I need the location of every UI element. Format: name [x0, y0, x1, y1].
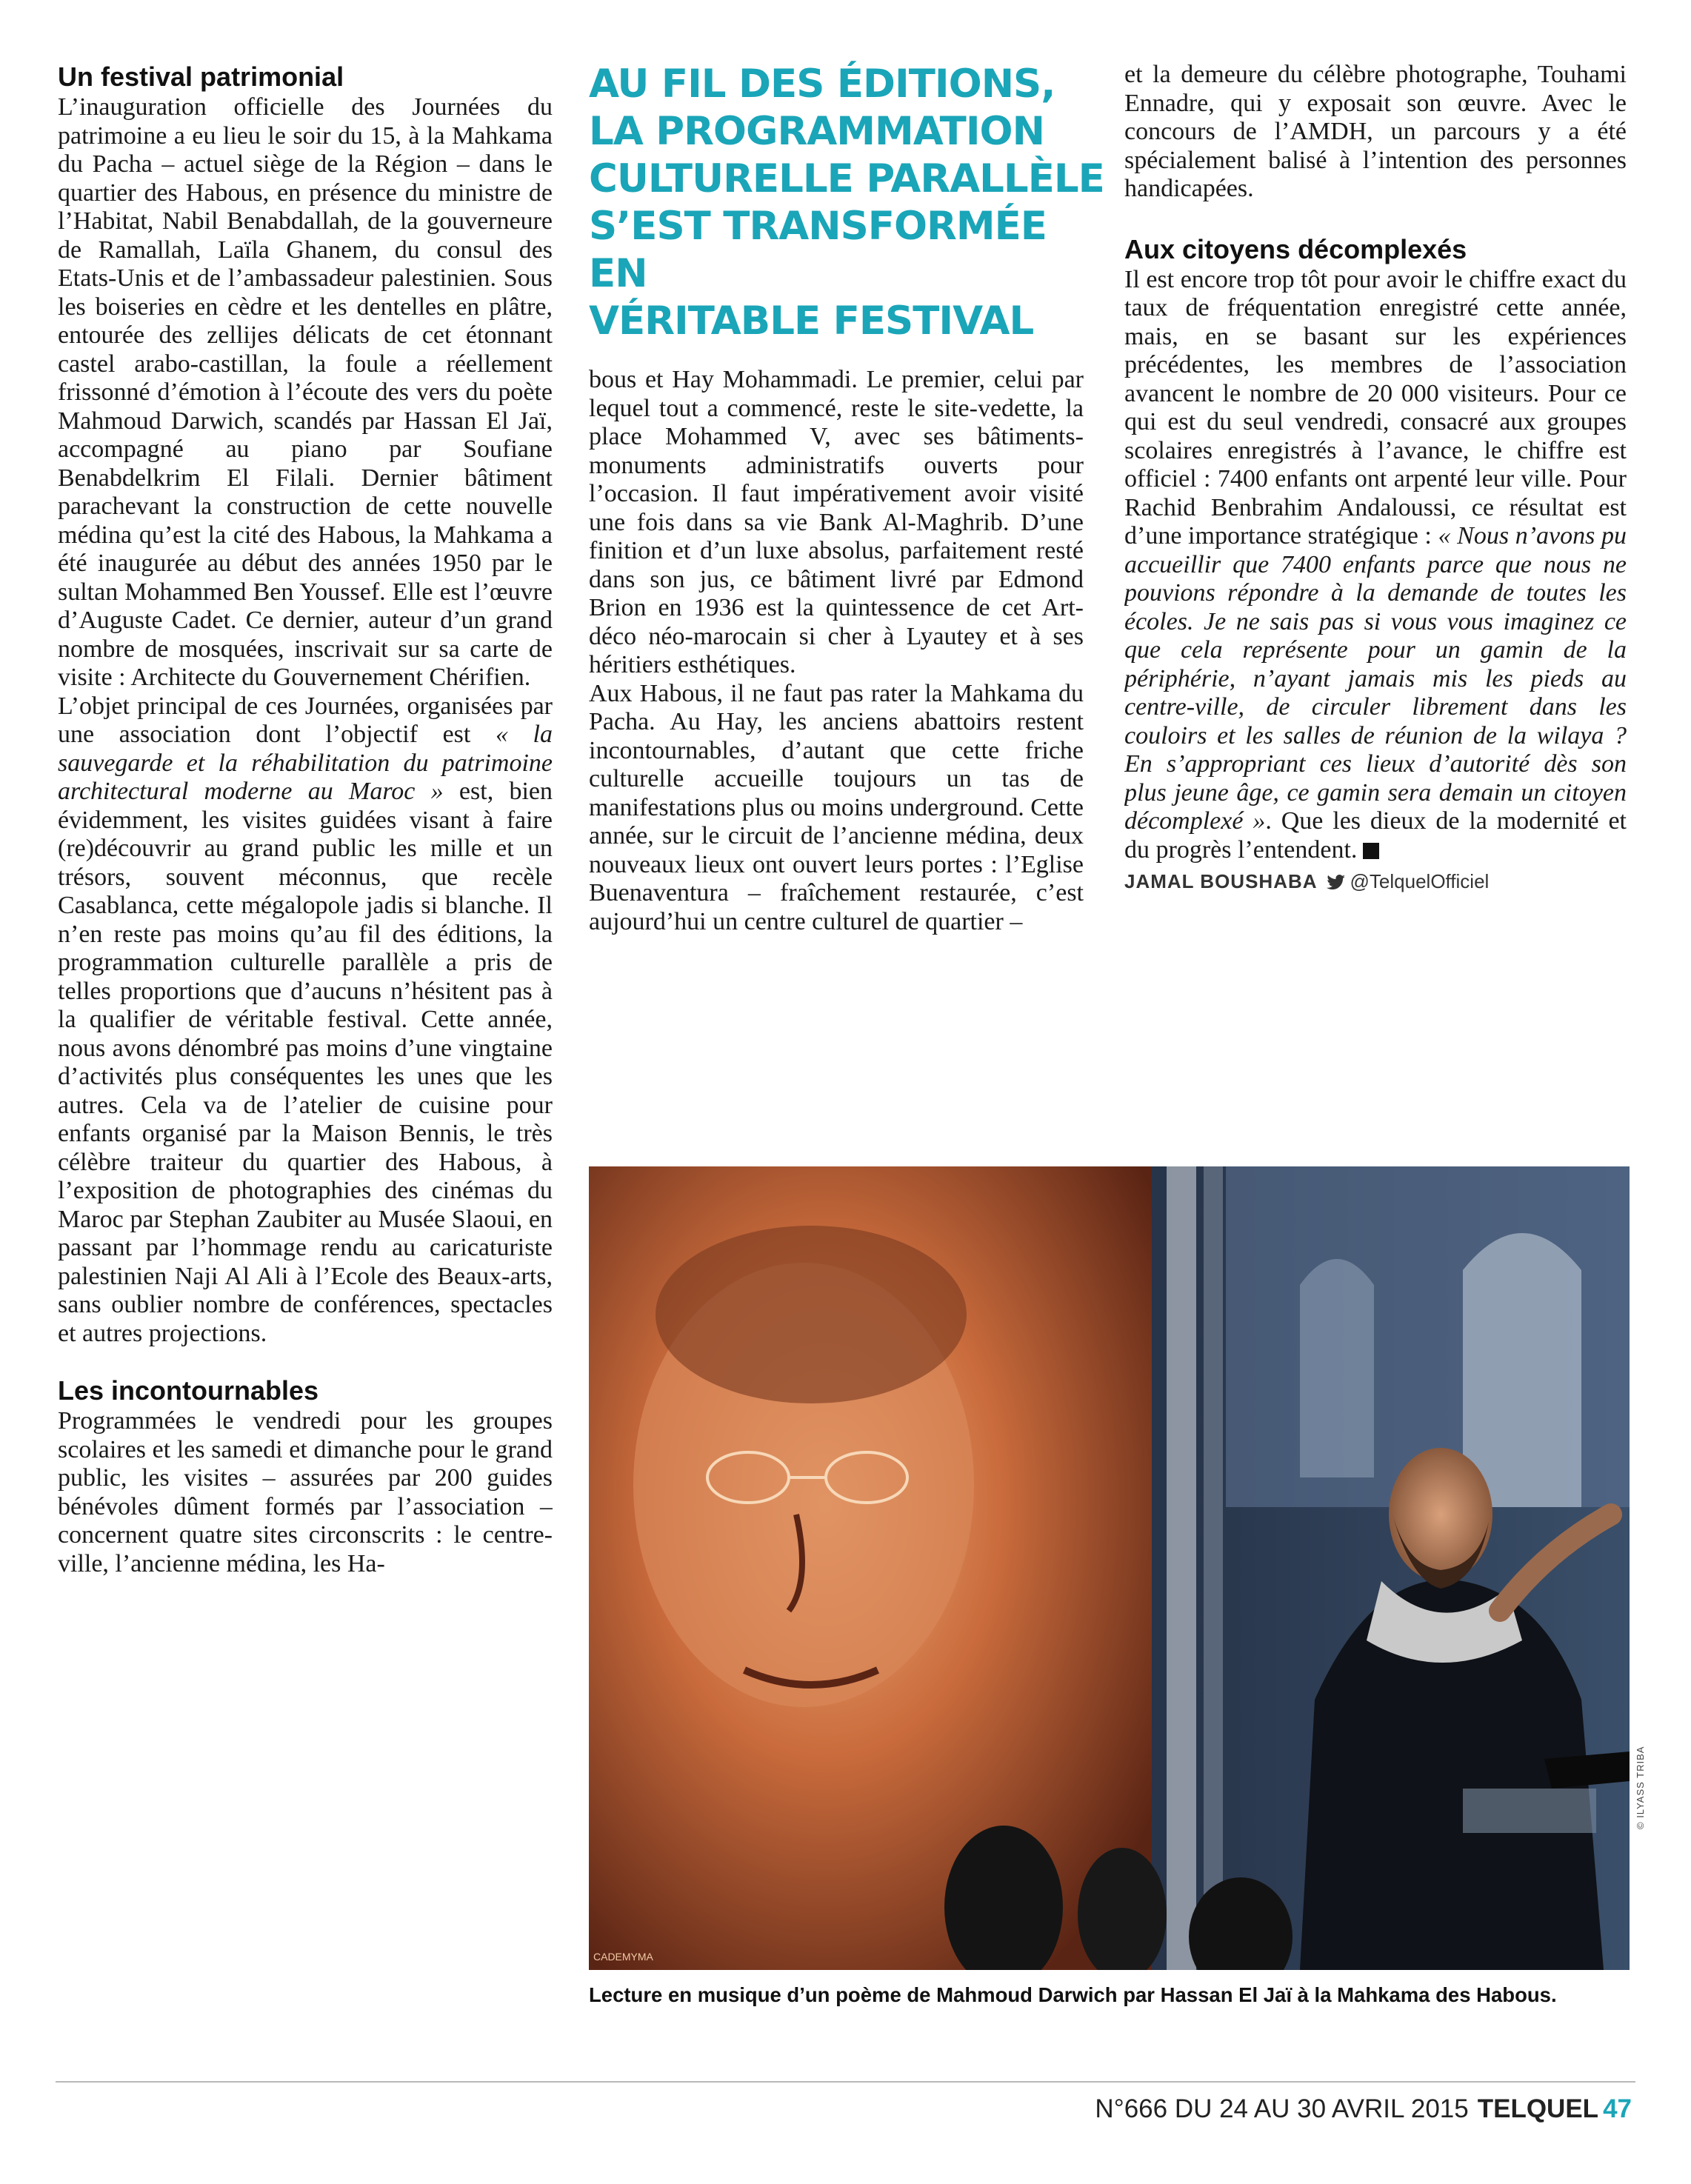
column-3	[1124, 61, 1627, 1157]
paragraph: bous et Hay Mohammadi. Le premier, celui par lequel tout a commencé, reste le site-vedette, la place Mohammed V, avec ses bâtiments-monuments administratifs ouverts pour l’occasion. Il faut impérativement avoir visité une fois dans sa vie Bank Al-Maghrib. D’une finition et d’un luxe absolus, parfaitement resté dans son jus, ce bâtiment livré par Edmond Brion en 1936 est la quintessence de cet Art-déco néo-marocain si cher à Lyautey et à ses héritiers esthétiques.	[589, 366, 1084, 678]
quote: « la sauvegarde et la réhabilitation du patrimoine architectural moderne au Maroc »	[58, 721, 553, 805]
heading-incontournables: Les incontournables	[58, 1375, 319, 1406]
article-photo	[589, 1166, 1630, 1970]
column-2	[589, 366, 1084, 1151]
issue-info: N°666 DU 24 AU 30 AVRIL 2015	[1095, 2094, 1469, 2123]
paragraph: Il est encore trop tôt pour avoir le chiffre exact du taux de fréquentation enregistré cette année, mais, en se basant sur les expériences précédentes, les membres de l’association avancent le nombre de 20 000 visiteurs. Pour ce qui est du seul vendredi, consacré aux groupes scolaires enregistrés à l’avance, le chiffre est officiel : 7400 enfants ont arpenté leur ville. Pour Rachid Benbrahim Andaloussi, ce résultat est d’une importance stratégique : « Nous n’avons pu accueillir que 7400 enfants parce que nous ne pouvions répondre à la demande de toutes les écoles. Je ne sais pas si vous vous imaginez ce que cela représente pour un gamin de la périphérie, n’ayant jamais mis les pieds au centre-ville, de circuler librement dans les couloirs et les salles de réunion de la wilaya ? En s’appropriant ces lieux d’autorité dès son plus jeune âge, ce gamin sera demain un citoyen décomplexé ». Que les dieux de la modernité et du progrès l’entendent.	[1124, 265, 1627, 864]
paragraph: L’objet principal de ces Journées, organisées par une association dont l’objectif est « la sauvegarde et la réhabilitation du patrimoine architectural moderne au Maroc » est, bien évidemment, les visites guidées visant à faire (re)découvrir au grand public les mille et un trésors, souvent méconnus, que recèle Casablanca, cette mégalopole jadis si blanche. Il n’en reste pas moins qu’au fil des éditions, la programmation culturelle parallèle a pris de telles proportions que d’aucuns n’hésitent pas à la qualifier de véritable festival. Cette année, nous avons dénombré pas moins d’une vingtaine d’activités plus conséquentes les unes que les autres. Cela va de l’atelier de cuisine pour enfants organisé par la Maison Bennis, le très célèbre traiteur du quartier des Habous, à l’exposition de photographies des cinémas du Maroc par Stephan Zaubiter au Musée Slaoui, en passant par l’hommage rendu au caricaturiste palestinien Naji Al Ali à l’Ecole des Beaux-arts, sans oublier nombre de conférences, spectacles et autres projections.	[58, 692, 553, 1347]
twitter-handle: @TelquelOfficiel	[1350, 870, 1490, 892]
photo-caption: Lecture en musique d’un poème de Mahmoud Darwich par Hassan El Jaï à la Mahkama des Habous.	[589, 1983, 1557, 2006]
byline	[1124, 869, 1627, 894]
paragraph: L’inauguration officielle des Journées du patrimoine a eu lieu le soir du 15, à la Mahkama du Pacha – actuel siège de la Région – dans le quartier des Habous, en présence du ministre de l’Habitat, Nabil Benabdallah, de la gouverneure de Ramallah, Laïla Ghanem, du consul des Etats-Unis et de l’ambassadeur palestinien. Sous les boiseries en cèdre et les dentelles en plâtre, entourée des zellijes délicats de cet étonnant castel arabo-castillan, la foule a réellement frissonné d’émotion à l’écoute des vers du poète Mahmoud Darwich, scandés par Hassan El Jaï, accompagné au piano par Soufiane Benabdelkrim El Filali. Dernier bâtiment parachevant la construction de cette nouvelle médina qu’est la cité des Habous, la Mahkama a été inaugurée au début des années 1950 par le sultan Mohammed Ben Youssef. Elle est l’œuvre d’Auguste Cadet. Ce dernier, auteur d’un grand nombre de mosquées, inscrivait sur sa carte de visite : Architecte du Gouvernement Chérifien.	[58, 93, 553, 691]
paragraph: et la demeure du célèbre photographe, Touhami Ennadre, qui y exposait son œuvre. Avec le concours de l’AMDH, un parcours y a été spécialement balisé à l’intention des personnes handicapées.	[1124, 61, 1627, 202]
photo-credit: © ILYASS TRIBA	[1635, 1746, 1646, 1829]
heading-festival-patrimonial: Un festival patrimonial	[58, 61, 344, 92]
end-of-article-mark	[1363, 843, 1379, 859]
footer-rule	[56, 2081, 1635, 2083]
poster-signature: CADEMYMA	[593, 1951, 653, 1963]
paragraph: Aux Habous, il ne faut pas rater la Mahkama du Pacha. Au Hay, les anciens abattoirs restent incontournables, d’autant que cette friche culturelle accueille toujours un tas de manifestations plus ou moins underground. Cette année, sur le circuit de l’ancienne médina, deux nouveaux lieux ont ouvert leurs portes : l’Eglise Buenaventura – fraîchement restaurée, c’est aujourd’hui un centre culturel de quartier –	[589, 679, 1084, 935]
photo-scene	[589, 1166, 1630, 1970]
pull-quote: AU FIL DES ÉDITIONS, LA PROGRAMMATION CULTURELLE PARALLÈLE S’EST TRANSFORMÉE EN VÉRITABLE FESTIVAL	[589, 61, 1104, 344]
poster	[589, 1166, 1152, 1970]
quote: « Nous n’avons pu accueillir que 7400 enfants parce que nous ne pouvions répondre à la demande de toutes les écoles. Je ne sais pas si vous vous imaginez ce que cela représente pour un gamin de la périphérie, n’ayant jamais mis les pieds au centre-ville, de circuler librement dans les couloirs et les salles de réunion de la wilaya ? En s’appropriant ces lieux d’autorité dès son plus jeune âge, ce gamin sera demain un citoyen décomplexé »	[1124, 522, 1627, 835]
page-footer	[1095, 2093, 1632, 2125]
paragraph: Programmées le vendredi pour les groupes scolaires et les samedi et dimanche pour le grand public, les visites – assurées par 200 guides bénévoles dûment formés par l’association – concernent quatre sites circonscrits : le centre-ville, l’ancienne médina, les Ha-	[58, 1407, 553, 1577]
heading-citoyens-decomplexes: Aux citoyens décomplexés	[1124, 233, 1467, 264]
page-number: 47	[1603, 2094, 1632, 2123]
column-1	[58, 61, 553, 2060]
magazine-name: TELQUEL	[1477, 2094, 1599, 2123]
author-name: JAMAL BOUSHABA	[1124, 870, 1318, 892]
twitter-bird-icon	[1327, 875, 1346, 889]
